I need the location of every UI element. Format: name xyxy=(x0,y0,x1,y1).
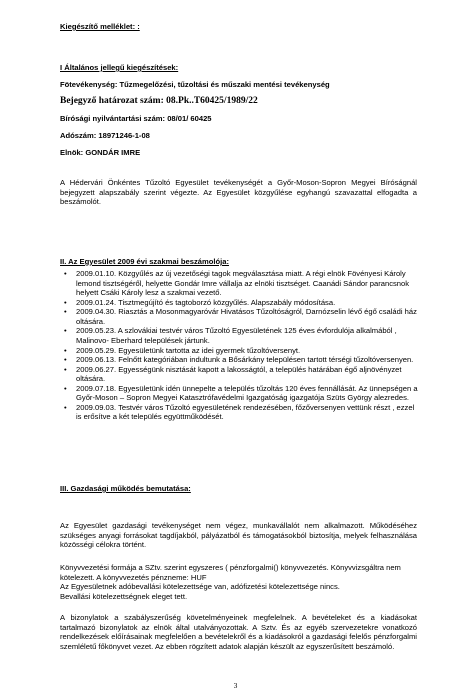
event-item: • 2009.07.18. Egyesületünk idén ünnepelte a település tűzoltás 120 éves fennállását. Az ünnepségen a Győr-Moson – Sopron Megyei Katasztrófavédelmi Igazgatóság igazgatója Szüts György alezredes. xyxy=(64,384,418,403)
tax-number: Adószám: 18971246-1-08 xyxy=(60,131,150,140)
event-item: • 2009.04.30. Riasztás a Mosonmagyaróvár Hivatásos Tűzoltóságról, Darnózselin lévő égő családi ház oltására. xyxy=(64,307,418,326)
intro-paragraph: A Hédervári Önkéntes Tűzoltó Egyesület tevékenységét a Győr-Moson-Sopron Megyei Bíróságnál bejegyzett alapszabály szerint végezte. Az Egyesület közgyűlése egyhangú szavazattal elfogadta a beszámolót. xyxy=(60,178,417,207)
court-decision-number: Bejegyző határozat szám: 08.Pk..T60425/1989/22 xyxy=(60,96,258,106)
event-item: • 2009.01.10. Közgyűlés az új vezetőségi tagok megválasztása miatt. A régi elnök Fövényesi Károly lemond tisztségéről, helyette Gondár Imre vállalja az elnöki tisztséget. Caanádi Sándor parancsnok helyett Csáki Károly lesz a szakmai vezető. xyxy=(64,269,418,298)
event-item: • 2009.06.13. Felnőtt kategóriában indultunk a Bősárkány településen tartott térségi tűzoltóversenyen. xyxy=(64,355,418,365)
event-item: • 2009.01.24. Tisztmegújító és tagtoborzó közgyűlés. Alapszabály módosítása. xyxy=(64,298,418,308)
court-registration-number: Bírósági nyilvántartási szám: 08/01/ 60425 xyxy=(60,114,212,123)
event-item: • 2009.09.03. Testvér város Tűzoltó egyesületének rendezésében, főzőversenyen vettünk részt , ezzel is erősítve a két település együttműködését. xyxy=(64,403,418,422)
bookkeeping-block xyxy=(60,563,417,601)
receipts-paragraph: A bizonylatok a szabályszerűség követelményeinek megfelelnek. A bevételeket és a kiadásokat tartalmazó bizonylatok az elnök által utalványozottak. A Sztv. És az egyéb szervezetekre vonatkozó rendelkezések előírásainak megfelelően a bevételekről és a kiadásokról a gazdasági felelős pénzforgalmi szemléletű főkönyvet vezet. Az ebben rögzített adatok alapján készült az egyszerűsített beszámoló. xyxy=(60,613,417,651)
bookkeeping-line: Könyvvezetési formája a SZtv. szerint egyszeres ( pénzforgalmi() könyvvezetés. Könyvvizsgáltra nem kötelezett. A könyvvezetés pénzneme: HUF xyxy=(60,563,401,582)
section3-title: III. Gazdasági működés bemutatása: xyxy=(60,484,191,493)
section2-title: II. Az Egyesület 2009 évi szakmai beszámolója: xyxy=(60,257,229,266)
supplement-heading: Kiegészítő melléklet: : xyxy=(60,22,140,31)
event-item: • 2009.05.23. A szlovákiai testvér város Tűzoltó Egyesületének 125 éves évfordulója alkalmából , Malinovo- Eberhard települések jártunk. xyxy=(64,326,418,345)
bookkeeping-line: Bevallási kötelezettségnek eleget tett. xyxy=(60,591,188,601)
event-list xyxy=(64,269,418,422)
economic-paragraph: Az Egyesület gazdasági tevékenységet nem végez, munkavállalót nem alkalmazott. Működéséhez szükséges anyagi forrásokat tagdíjakból, pályázatból és támogatásokból biztosítja, melyek felhasználása közösségi célokra történt. xyxy=(60,521,417,550)
section1-title: I Általános jellegű kiegészítések: xyxy=(60,63,179,72)
page-number: 3 xyxy=(233,681,238,690)
president-name: Elnök: GONDÁR IMRE xyxy=(60,148,141,157)
bookkeeping-line: Az Egyesületnek adóbevallási kötelezettsége van, adófizetési kötelezettsége nincs. xyxy=(60,582,340,592)
event-item: • 2009.05.29. Egyesületünk tartotta az idei gyermek tűzoltóversenyt. xyxy=(64,346,418,356)
main-activity: Fötevékenység: Tűzmegelőzési, tűzoltási és műszaki mentési tevékenység xyxy=(60,80,330,89)
event-item: • 2009.06.27. Egyességünk nisztását kapott a lakosságtól, a település határában égő aljnövényzet oltására. xyxy=(64,365,418,384)
